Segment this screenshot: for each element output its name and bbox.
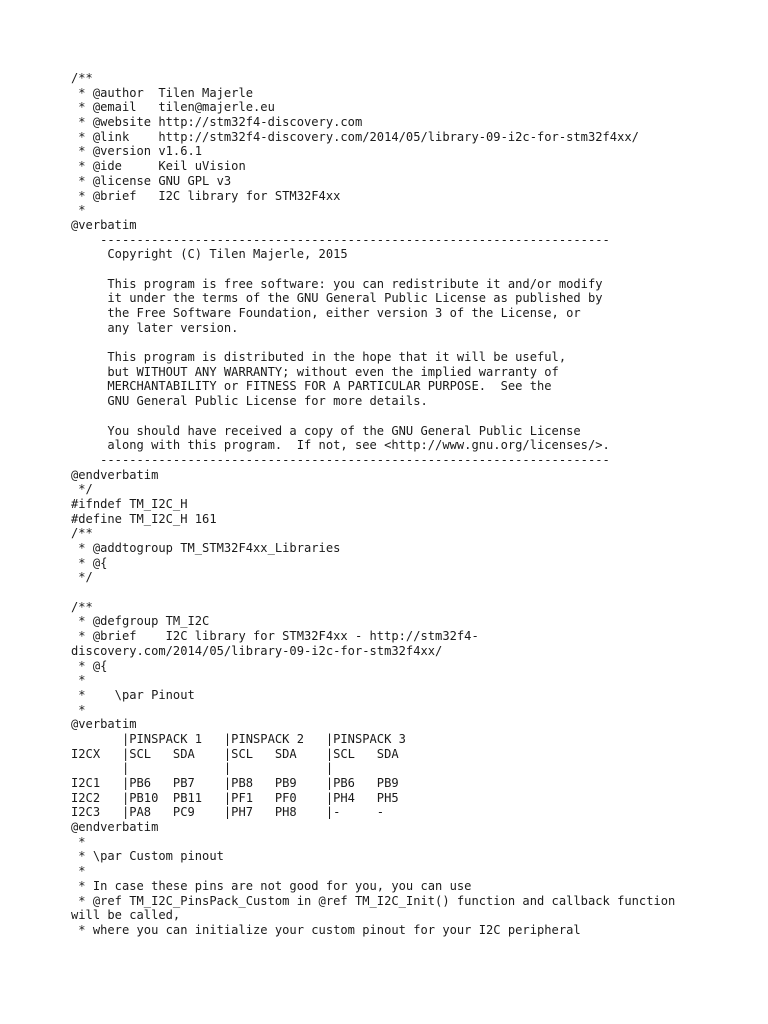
code-line: * @brief I2C library for STM32F4xx: [71, 188, 341, 203]
code-line: the Free Software Foundation, either version 3 of the License, or: [71, 306, 581, 320]
code-line: *: [71, 702, 86, 717]
code-line: [71, 335, 675, 350]
code-line: * In case these pins are not good for you, you can use: [71, 878, 472, 893]
code-line: * @{: [71, 555, 108, 570]
code-line: * @email tilen@majerle.eu: [71, 100, 275, 115]
code-line: ----------------------------------------------------------------------: [71, 232, 610, 247]
code-line: *: [71, 864, 86, 879]
code-line: MERCHANTABILITY or FITNESS FOR A PARTICULAR PURPOSE. See the: [71, 379, 552, 394]
code-line: *: [71, 203, 86, 218]
code-line: * @link http://stm32f4-discovery.com/2014/05/library-09-i2c-for-stm32f4xx/: [71, 129, 639, 144]
code-line: /**: [71, 526, 93, 541]
code-line: it under the terms of the GNU General Public License as published by: [71, 291, 603, 306]
code-line: */: [71, 570, 93, 585]
code-line: along with this program. If not, see <http://www.gnu.org/licenses/>.: [71, 438, 610, 453]
code-line: This program is distributed in the hope that it will be useful,: [71, 350, 567, 365]
code-line: will be called,: [71, 908, 181, 923]
code-line: * @ref TM_I2C_PinsPack_Custom in @ref TM_I2C_Init() function and callback function: [71, 893, 676, 908]
code-line: discovery.com/2014/05/library-09-i2c-for-stm32f4xx/: [71, 643, 443, 658]
code-line: | | |: [71, 761, 334, 776]
code-line: /**: [71, 71, 93, 85]
code-line: * @defgroup TM_I2C: [71, 614, 210, 629]
code-line: I2C2 |PB10 PB11 |PF1 PF0 |PH4 PH5: [71, 790, 399, 805]
code-line: |PINSPACK 1 |PINSPACK 2 |PINSPACK 3: [71, 731, 406, 746]
code-line: * @version v1.6.1: [71, 144, 203, 159]
code-line: @verbatim: [71, 217, 137, 232]
code-line: * where you can initialize your custom pinout for your I2C peripheral: [71, 922, 581, 937]
code-line: You should have received a copy of the GNU General Public License: [71, 423, 581, 438]
code-line: @endverbatim: [71, 820, 159, 835]
code-line: [71, 262, 675, 277]
code-line: but WITHOUT ANY WARRANTY; without even the implied warranty of: [71, 364, 559, 379]
code-line: * @author Tilen Majerle: [71, 85, 254, 100]
source-code-listing: [71, 71, 675, 938]
code-line: [71, 585, 675, 600]
code-line: * @brief I2C library for STM32F4xx - http://stm32f4-: [71, 629, 479, 644]
code-line: * @ide Keil uVision: [71, 159, 246, 174]
code-line: #ifndef TM_I2C_H: [71, 496, 188, 511]
code-line: This program is free software: you can redistribute it and/or modify: [71, 276, 603, 291]
code-line: * @{: [71, 658, 108, 673]
code-line: [71, 409, 675, 424]
code-line: I2C3 |PA8 PC9 |PH7 PH8 |- -: [71, 805, 385, 820]
code-line: * @license GNU GPL v3: [71, 173, 232, 188]
code-line: GNU General Public License for more details.: [71, 394, 428, 409]
code-line: @verbatim: [71, 717, 137, 732]
code-line: /**: [71, 599, 93, 614]
code-line: ----------------------------------------------------------------------: [71, 452, 610, 467]
code-line: any later version.: [71, 320, 239, 335]
code-line: *: [71, 673, 86, 688]
code-line: Copyright (C) Tilen Majerle, 2015: [71, 247, 348, 262]
code-line: * @website http://stm32f4-discovery.com: [71, 115, 363, 130]
code-line: * @addtogroup TM_STM32F4xx_Libraries: [71, 541, 341, 555]
code-line: * \par Custom pinout: [71, 849, 224, 864]
code-line: @endverbatim: [71, 467, 159, 482]
code-line: #define TM_I2C_H 161: [71, 511, 217, 526]
code-line: *: [71, 834, 86, 849]
code-line: I2CX |SCL SDA |SCL SDA |SCL SDA: [71, 746, 399, 761]
code-line: I2C1 |PB6 PB7 |PB8 PB9 |PB6 PB9: [71, 776, 399, 790]
code-line: */: [71, 482, 93, 497]
code-line: * \par Pinout: [71, 687, 195, 702]
